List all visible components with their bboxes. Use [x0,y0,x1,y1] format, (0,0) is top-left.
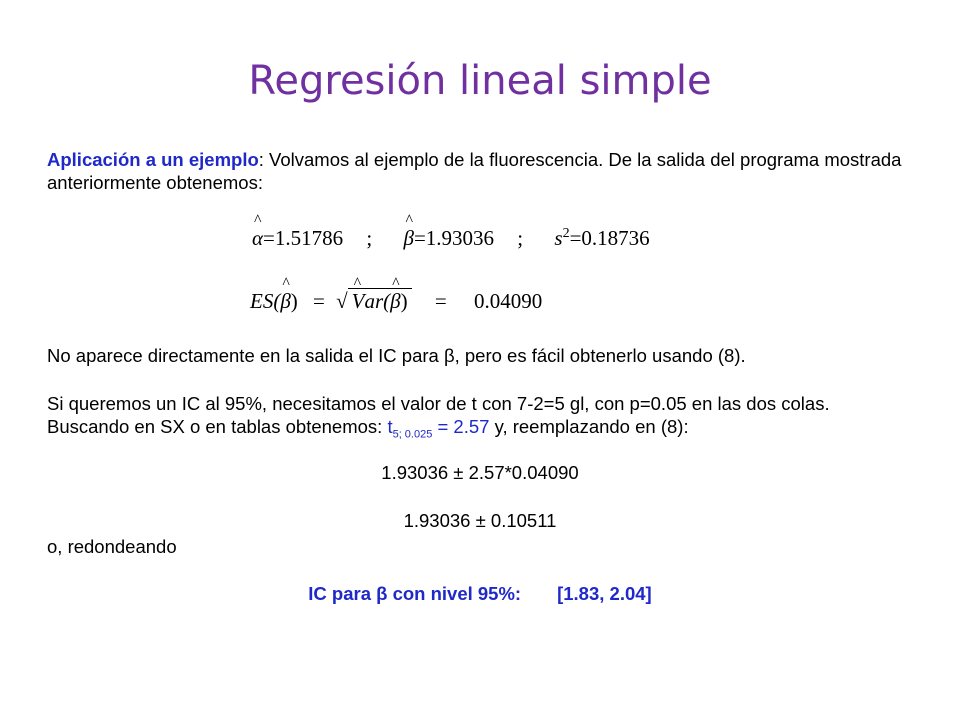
t-symbol: t [387,416,393,437]
beta-value: =1.93036 [413,226,495,250]
s2-value: =0.18736 [569,226,650,250]
se-beta-hat: ^ β [280,289,290,314]
result-line [0,583,960,605]
se-close: ) [290,289,298,313]
var-rest: ar( [364,289,391,313]
se-value: 0.04090 [473,289,543,313]
paragraph-ic: No aparece directamente en la salida el IC para β, pero es fácil obtenerlo usando (8). [47,345,746,366]
t-line-2-prefix: Buscando en SX o en tablas obtenemos: [47,416,388,437]
result-label: IC para β con nivel 95%: [308,583,522,604]
alpha-value: =1.51786 [263,226,344,250]
calculation-2: 1.93036 ± 0.10511 [403,510,557,531]
var-close: ) [400,289,408,313]
t-line-1: Si queremos un IC al 95%, necesitamos el valor de t con 7-2=5 gl, con p=0.05 en las dos colas. [47,393,830,414]
slide-title: Regresión lineal simple [248,58,712,104]
sqrt-var [348,288,412,314]
paragraph-t-value [47,392,927,447]
var-beta-hat: ^ β [390,289,400,314]
es-label: ES( [250,289,281,313]
intro-heading: Aplicación a un ejemplo [47,149,259,170]
estimates-formula [252,226,650,251]
rounding-text: o, redondeando [47,536,177,557]
t-value: = 2.57 [432,416,490,437]
equals-1: = [313,289,325,313]
intro-paragraph [47,148,927,194]
standard-error-formula: ES(^ β) = √^ Var(^ β) = 0.04090 [250,288,542,314]
result-interval: [1.83, 2.04] [557,583,652,604]
separator-1: ; [366,226,373,250]
s-symbol: s [554,226,563,250]
alpha-hat: ^ α [252,226,263,251]
equals-2: = [434,289,447,313]
s-exponent: 2 [562,226,570,241]
t-subscript: 5; 0.025 [392,428,433,441]
var-hat: ^ V [352,289,365,314]
intro-text: : Volvamos al ejemplo de la fluorescencia. De la salida del programa mostrada anteriormente obtenemos: [47,149,902,193]
t-line-2-suffix: y, reemplazando en (8): [489,416,689,437]
beta-hat: ^ β [403,226,413,251]
separator-2: ; [517,226,524,250]
calculation-1: 1.93036 ± 2.57*0.04090 [381,462,579,483]
